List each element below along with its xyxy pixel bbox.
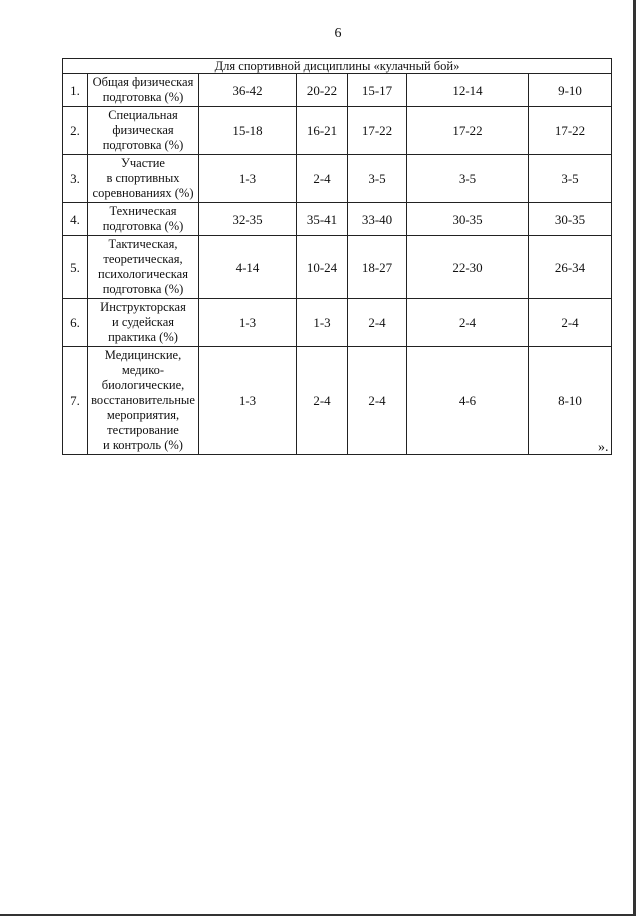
value-cell: 2-4 [348, 299, 407, 347]
value-cell: 30-35 [529, 203, 612, 236]
activity-name-line: подготовка (%) [102, 138, 184, 152]
value-cell: 2-4 [348, 347, 407, 455]
activity-name [88, 236, 199, 299]
activity-name-line: подготовка (%) [102, 90, 184, 104]
activity-name-line: Специальная [108, 108, 178, 122]
activity-name-line: Тактическая, [108, 237, 178, 251]
page-number: 6 [334, 26, 342, 41]
activity-name-line: Общая физическая [92, 75, 194, 89]
row-number: 3. [63, 155, 88, 203]
table-row [63, 107, 612, 155]
activity-name-line: соревнованиях (%) [92, 186, 194, 200]
value-cell: 17-22 [348, 107, 407, 155]
value-cell: 8-10 [529, 347, 612, 455]
table-header: Для спортивной дисциплины «кулачный бой» [63, 59, 612, 74]
activity-name-line: подготовка (%) [102, 282, 184, 296]
activity-name-line: подготовка (%) [102, 219, 184, 233]
table-row [63, 155, 612, 203]
table-header-row [63, 59, 612, 74]
value-cell: 17-22 [529, 107, 612, 155]
value-cell: 18-27 [348, 236, 407, 299]
value-cell: 33-40 [348, 203, 407, 236]
activity-name-line: восстановительные [91, 393, 195, 407]
table-row [63, 236, 612, 299]
value-cell: 15-18 [199, 107, 297, 155]
activity-name-line: медико- [121, 363, 165, 377]
table-row [63, 74, 612, 107]
activity-name [88, 155, 199, 203]
value-cell: 9-10 [529, 74, 612, 107]
training-plan-table [62, 58, 612, 455]
value-cell: 17-22 [407, 107, 529, 155]
activity-name-line: практика (%) [108, 330, 178, 344]
value-cell: 1-3 [199, 299, 297, 347]
row-number: 5. [63, 236, 88, 299]
activity-name-line: психологическая [98, 267, 188, 281]
row-number: 4. [63, 203, 88, 236]
activity-name [88, 347, 199, 455]
activity-name-line: тестирование [107, 423, 179, 437]
value-cell: 3-5 [348, 155, 407, 203]
value-cell: 26-34 [529, 236, 612, 299]
value-cell: 1-3 [199, 155, 297, 203]
activity-name-line: Участие [121, 156, 165, 170]
value-cell: 2-4 [297, 155, 348, 203]
value-cell: 10-24 [297, 236, 348, 299]
value-cell: 4-14 [199, 236, 297, 299]
value-cell: 15-17 [348, 74, 407, 107]
value-cell: 3-5 [529, 155, 612, 203]
value-cell: 22-30 [407, 236, 529, 299]
activity-name [88, 299, 199, 347]
value-cell: 2-4 [407, 299, 529, 347]
value-cell: 2-4 [529, 299, 612, 347]
activity-name-line: теоретическая, [103, 252, 183, 266]
closing-quote: ». [598, 440, 609, 455]
value-cell: 35-41 [297, 203, 348, 236]
activity-name-line: биологические, [101, 378, 185, 392]
value-cell: 20-22 [297, 74, 348, 107]
table-row [63, 203, 612, 236]
activity-name-line: и контроль (%) [103, 438, 183, 452]
row-number: 7. [63, 347, 88, 455]
activity-name-line: Медицинские, [104, 348, 182, 362]
activity-name [88, 203, 199, 236]
row-number: 2. [63, 107, 88, 155]
activity-name-line: в спортивных [106, 171, 180, 185]
table-row [63, 347, 612, 455]
row-number: 6. [63, 299, 88, 347]
value-cell: 4-6 [407, 347, 529, 455]
activity-name [88, 74, 199, 107]
value-cell: 30-35 [407, 203, 529, 236]
activity-name-line: мероприятия, [106, 408, 180, 422]
row-number: 1. [63, 74, 88, 107]
table-row [63, 299, 612, 347]
activity-name-line: Инструкторская [100, 300, 186, 314]
value-cell: 1-3 [199, 347, 297, 455]
activity-name [88, 107, 199, 155]
value-cell: 16-21 [297, 107, 348, 155]
value-cell: 12-14 [407, 74, 529, 107]
value-cell: 3-5 [407, 155, 529, 203]
activity-name-line: и судейская [112, 315, 174, 329]
value-cell: 36-42 [199, 74, 297, 107]
value-cell: 2-4 [297, 347, 348, 455]
value-cell: 32-35 [199, 203, 297, 236]
activity-name-line: физическая [112, 123, 174, 137]
value-cell: 1-3 [297, 299, 348, 347]
activity-name-line: Техническая [109, 204, 177, 218]
